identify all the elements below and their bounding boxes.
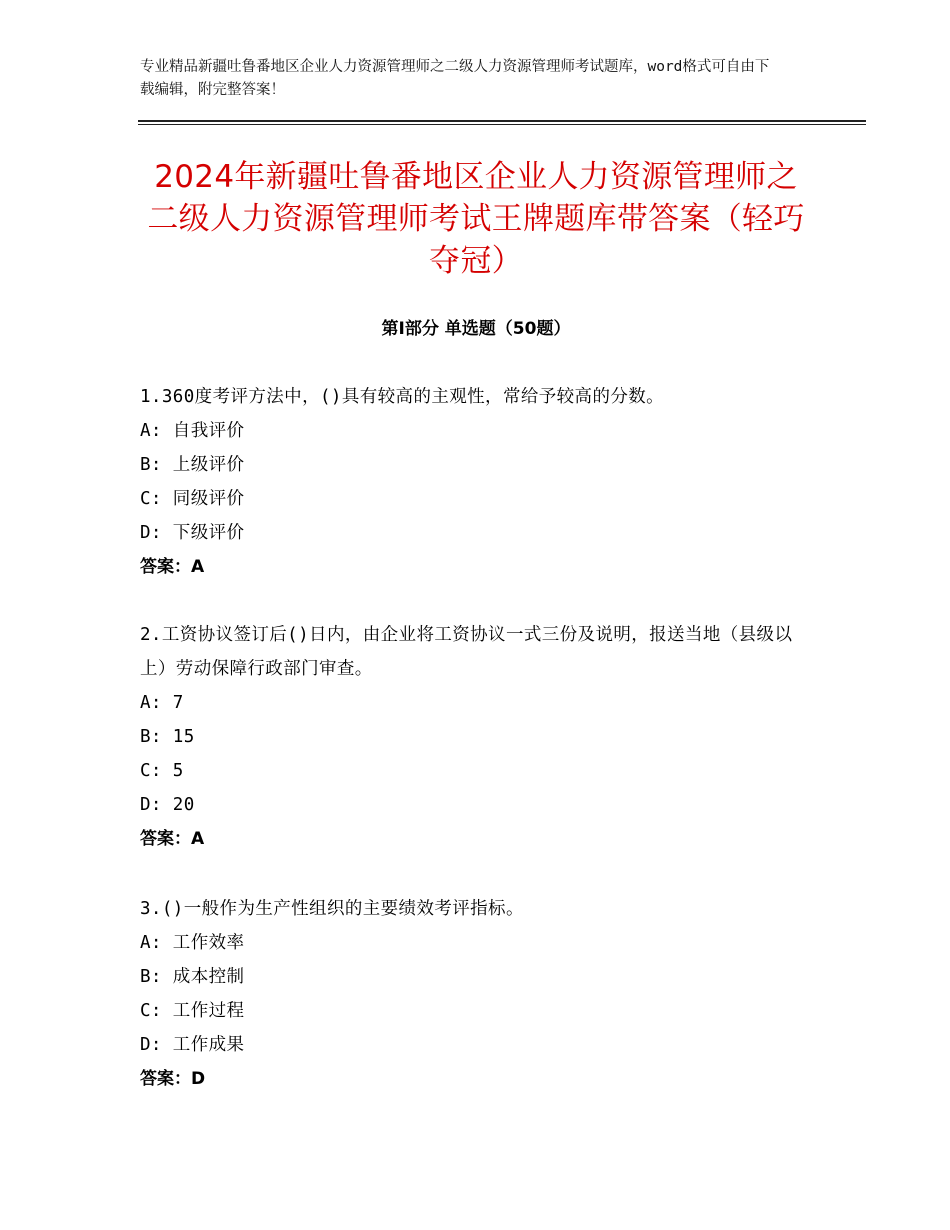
document-title: 2024年新疆吐鲁番地区企业人力资源管理师之二级人力资源管理师考试王牌题库带答案（轻巧夺冠） — [147, 159, 805, 279]
option-b: B: 15 — [140, 727, 195, 747]
question-3 — [140, 892, 820, 1096]
question-stem: 3.()一般作为生产性组织的主要绩效考评指标。 — [140, 899, 524, 919]
header-note: 专业精品新疆吐鲁番地区企业人力资源管理师之二级人力资源管理师考试题库，word格式可自由下载编辑，附完整答案！ — [140, 59, 770, 98]
question-stem: 1.360度考评方法中，()具有较高的主观性，常给予较高的分数。 — [140, 387, 665, 407]
option-d: D: 20 — [140, 795, 195, 815]
header-divider — [138, 120, 866, 125]
answer: 答案：A — [140, 557, 205, 577]
question-2 — [140, 618, 820, 856]
section-title: 第Ⅰ部分 单选题（50题） — [381, 319, 571, 339]
answer: 答案：D — [140, 1069, 206, 1089]
option-a: A: 自我评价 — [140, 421, 245, 441]
answer: 答案：A — [140, 829, 205, 849]
option-c: C: 工作过程 — [140, 1001, 245, 1021]
option-b: B: 成本控制 — [140, 967, 245, 987]
option-a: A: 工作效率 — [140, 933, 245, 953]
question-stem: 2.工资协议签订后()日内，由企业将工资协议一式三份及说明，报送当地（县级以上）劳动保障行政部门审查。 — [140, 625, 793, 679]
question-1 — [140, 380, 820, 584]
option-c: C: 同级评价 — [140, 489, 245, 509]
option-d: D: 下级评价 — [140, 523, 245, 543]
option-b: B: 上级评价 — [140, 455, 245, 475]
option-c: C: 5 — [140, 761, 184, 781]
option-a: A: 7 — [140, 693, 184, 713]
option-d: D: 工作成果 — [140, 1035, 245, 1055]
